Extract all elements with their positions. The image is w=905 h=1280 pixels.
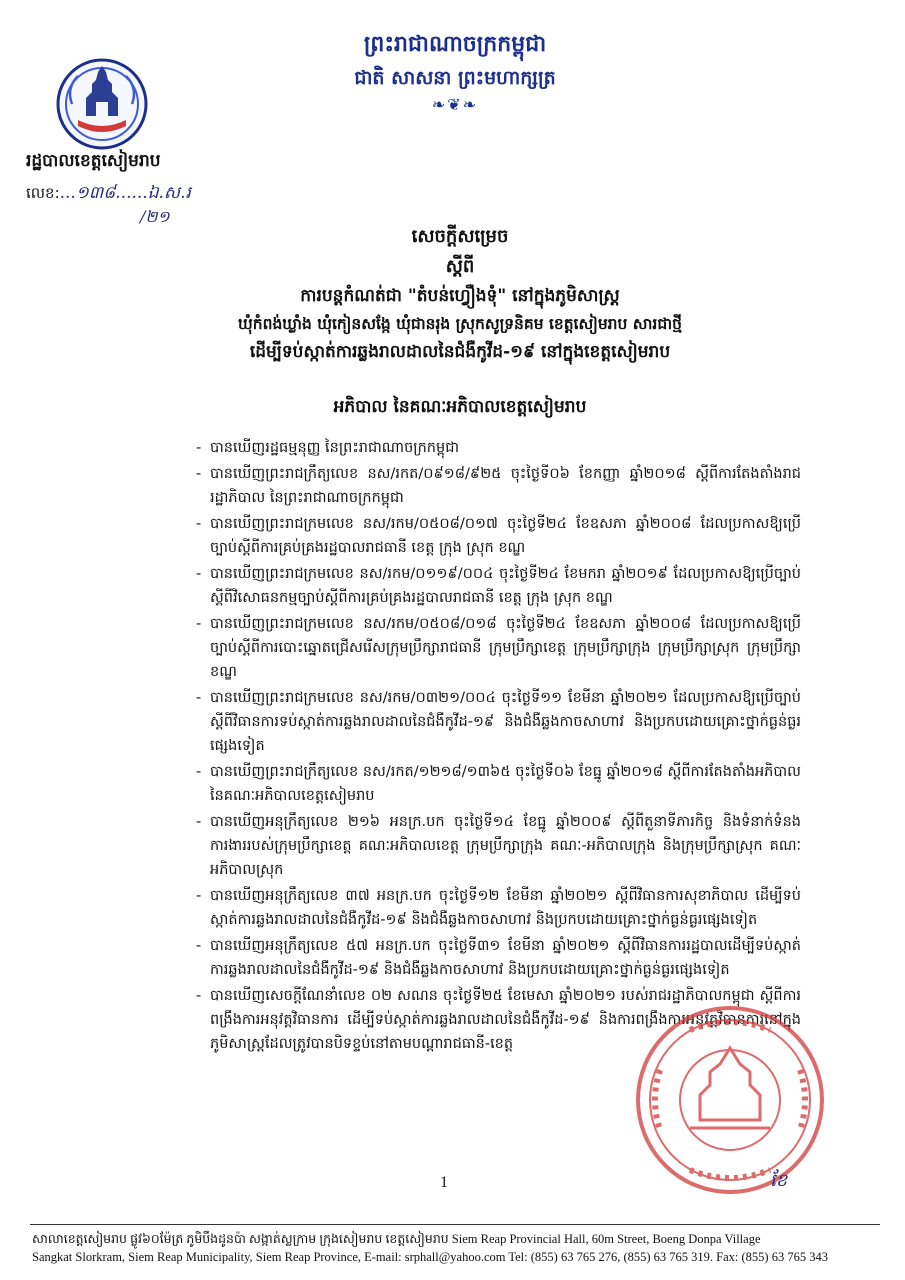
- footer-address-line-2: Sangkat Slorkram, Siem Reap Municipality, Siem Reap Province, E-mail: srphall@yahoo.com Tel: (855) 63 765 276, (855) 63 765 319. Fax: (855) 63 765 343: [32, 1250, 828, 1264]
- authority-heading: អភិបាល នៃគណៈអភិបាលខេត្តសៀមរាប: [333, 397, 587, 417]
- kingdom-name: ព្រះរាជាណាចក្រកម្ពុជា: [363, 32, 547, 57]
- list-item: - បានឃើញព្រះរាជក្រមលេខ នស/រកម/០១១៩/០០៤ ចុះថ្ងៃទី២៤ ខែមករា ឆ្នាំ២០១៩ ដែលប្រកាសឱ្យប្រើច្បាប់ស្តីពីវិសោធនកម្មច្បាប់ស្តីពីការគ្រប់គ្រងរដ្ឋបាលរាជធានី ខេត្ត ក្រុង ស្រុក ខណ្ឌ: [196, 562, 801, 610]
- list-item: - បានឃើញព្រះរាជក្រមលេខ នស/រកម/០៣២១/០០៤ ចុះថ្ងៃទី១១ ខែមីនា ឆ្នាំ២០២១ ដែលប្រកាសឱ្យប្រើច្បាប់ស្តីពីវិធានការទប់ស្កាត់ការឆ្លងរាលដាលនៃជំងឺកូវីដ-១៩ និងជំងឺឆ្លងកាចសាហាវ និងប្រកបដោយគ្រោះថ្នាក់ធ្ងន់ធ្ងរផ្សេងទៀត: [196, 686, 801, 758]
- ornament-divider: ❧❦❧: [431, 95, 479, 114]
- reference-value: ...១៣៨......ឯ.ស.រ: [59, 183, 191, 203]
- issuer-name: រដ្ឋបាលខេត្តសៀមរាប: [26, 151, 161, 171]
- decision-heading: សេចក្តីសម្រេច: [411, 226, 509, 247]
- list-item: - បានឃើញអនុក្រឹត្យលេខ ៣៧ អនក្រ.បក ចុះថ្ងៃទី១២ ខែមីនា ឆ្នាំ២០២១ ស្តីពីវិធានការសុខាភិបាល ដើម្បីទប់ស្កាត់ការឆ្លងរាលដាលនៃជំងឺកូវីដ-១៩ និងជំងឺឆ្លងកាចសាហាវ និងប្រកបដោយគ្រោះថ្នាក់ធ្ងន់ធ្ងរផ្សេងទៀត: [196, 884, 801, 932]
- reference-number: [26, 182, 191, 207]
- list-item: - បានឃើញអនុក្រឹត្យលេខ ២១៦ អនក្រ.បក ចុះថ្ងៃទី១៤ ខែធ្នូ ឆ្នាំ២០០៩ ស្តីពីតួនាទីភារកិច្ច និងទំនាក់ទំនងការងាររបស់ក្រុមប្រឹក្សាខេត្ត គណៈអភិបាលខេត្ត ក្រុមប្រឹក្សាក្រុង គណៈ-អភិបាលក្រុង និងក្រុមប្រឹក្សាស្រុក គណៈអភិបាលស្រុក: [196, 810, 801, 882]
- kingdom-header: [250, 28, 660, 116]
- reference-label: លេខ:: [26, 184, 60, 202]
- national-motto: ជាតិ សាសនា ព្រះមហាក្សត្រ: [354, 67, 556, 89]
- subject-on: ស្តីពី: [445, 256, 475, 277]
- reference-year: /២១: [140, 207, 170, 226]
- legal-basis-list: [196, 436, 801, 1058]
- list-item: - បានឃើញរដ្ឋធម្មនុញ្ញ នៃព្រះរាជាណាចក្រកម្ពុជា: [196, 436, 801, 460]
- list-item: - បានឃើញព្រះរាជក្រឹត្យលេខ នស/រកត/០៩១៨/៩២៥ ចុះថ្ងៃទី០៦ ខែកញ្ញា ឆ្នាំ២០១៨ ស្តីពីការតែងតាំងរាជរដ្ឋាភិបាល នៃព្រះរាជាណាចក្រកម្ពុជា: [196, 462, 801, 510]
- list-item: - បានឃើញសេចក្តីណែនាំលេខ ០២ សណន ចុះថ្ងៃទី២៥ ខែមេសា ឆ្នាំ២០២១ របស់រាជរដ្ឋាភិបាលកម្ពុជា ស្តីពីការពង្រឹងការអនុវត្តវិធានការ ដើម្បីទប់ស្កាត់ការឆ្លងរាលដាលនៃជំងឺកូវីដ-១៩ និងការពង្រឹងការអនុវត្តវិធានការនៅក្នុងភូមិសាស្ត្រដែលត្រូវបានបិទខ្ទប់នៅតាមបណ្តារាជធានី-ខេត្ត: [196, 984, 801, 1056]
- page-number: 1: [440, 1174, 448, 1191]
- provincial-emblem-icon: [56, 58, 148, 150]
- subject-line-1: ការបន្តកំណត់ជា "តំបន់ហ្វឿងទុំ" នៅក្នុងភូមិសាស្ត្រ: [300, 286, 620, 306]
- decision-title-block: [110, 222, 810, 366]
- footer: [32, 1230, 882, 1266]
- list-item: - បានឃើញព្រះរាជក្រឹត្យលេខ នស/រកត/១២១៨/១៣៦៥ ចុះថ្ងៃទី០៦ ខែធ្នូ ឆ្នាំ២០១៨ ស្តីពីការតែងតាំងអភិបាល នៃគណៈអភិបាលខេត្តសៀមរាប: [196, 760, 801, 808]
- footer-divider: [30, 1224, 880, 1225]
- official-seal-icon: [630, 1000, 830, 1200]
- subject-line-3: ដើម្បីទប់ស្កាត់ការឆ្លងរាលដាលនៃជំងឺកូវីដ-១៩ នៅក្នុងខេត្តសៀមរាប: [249, 342, 671, 362]
- list-item: - បានឃើញព្រះរាជក្រមលេខ នស/រកម/០៥០៨/០១៧ ចុះថ្ងៃទី២៤ ខែឧសភា ឆ្នាំ២០០៨ ដែលប្រកាសឱ្យប្រើច្បាប់ស្តីពីការគ្រប់គ្រងរដ្ឋបាលរាជធានី ខេត្ត ក្រុង ស្រុក ខណ្ឌ: [196, 512, 801, 560]
- handwritten-initials: ខែ: [770, 1170, 788, 1191]
- footer-address-line-1: សាលាខេត្តសៀមរាប ផ្លូវ៦០ម៉ែត្រ ភូមិបឹងដូនប៉ា សង្កាត់ស្លក្រាម ក្រុងសៀមរាប ខេត្តសៀមរាប Siem Reap Provincial Hall, 60m Street, Boeng Donpa Village: [32, 1232, 761, 1246]
- list-item: - បានឃើញព្រះរាជក្រមលេខ នស/រកម/០៥០៨/០១៨ ចុះថ្ងៃទី២៤ ខែឧសភា ឆ្នាំ២០០៨ ដែលប្រកាសឱ្យប្រើច្បាប់ស្តីពីការបោះឆ្នោតជ្រើសរើសក្រុមប្រឹក្សារាជធានី ក្រុមប្រឹក្សាខេត្ត ក្រុមប្រឹក្សាក្រុង ក្រុមប្រឹក្សាស្រុក ក្រុមប្រឹក្សាខណ្ឌ: [196, 612, 801, 684]
- list-item: - បានឃើញអនុក្រឹត្យលេខ ៥៧ អនក្រ.បក ចុះថ្ងៃទី៣១ ខែមីនា ឆ្នាំ២០២១ ស្តីពីវិធានការរដ្ឋបាលដើម្បីទប់ស្កាត់ការឆ្លងរាលដាលនៃជំងឺកូវីដ-១៩ និងជំងឺឆ្លងកាចសាហាវ និងប្រកបដោយគ្រោះថ្នាក់ធ្ងន់ធ្ងរផ្សេងទៀត: [196, 934, 801, 982]
- subject-line-2: ឃុំកំពង់ឃ្លាំង ឃុំកៀនសង្កែ ឃុំជានរុង ស្រុកសូទ្រនិគម ខេត្តសៀមរាប សារជាថ្មី: [238, 315, 682, 333]
